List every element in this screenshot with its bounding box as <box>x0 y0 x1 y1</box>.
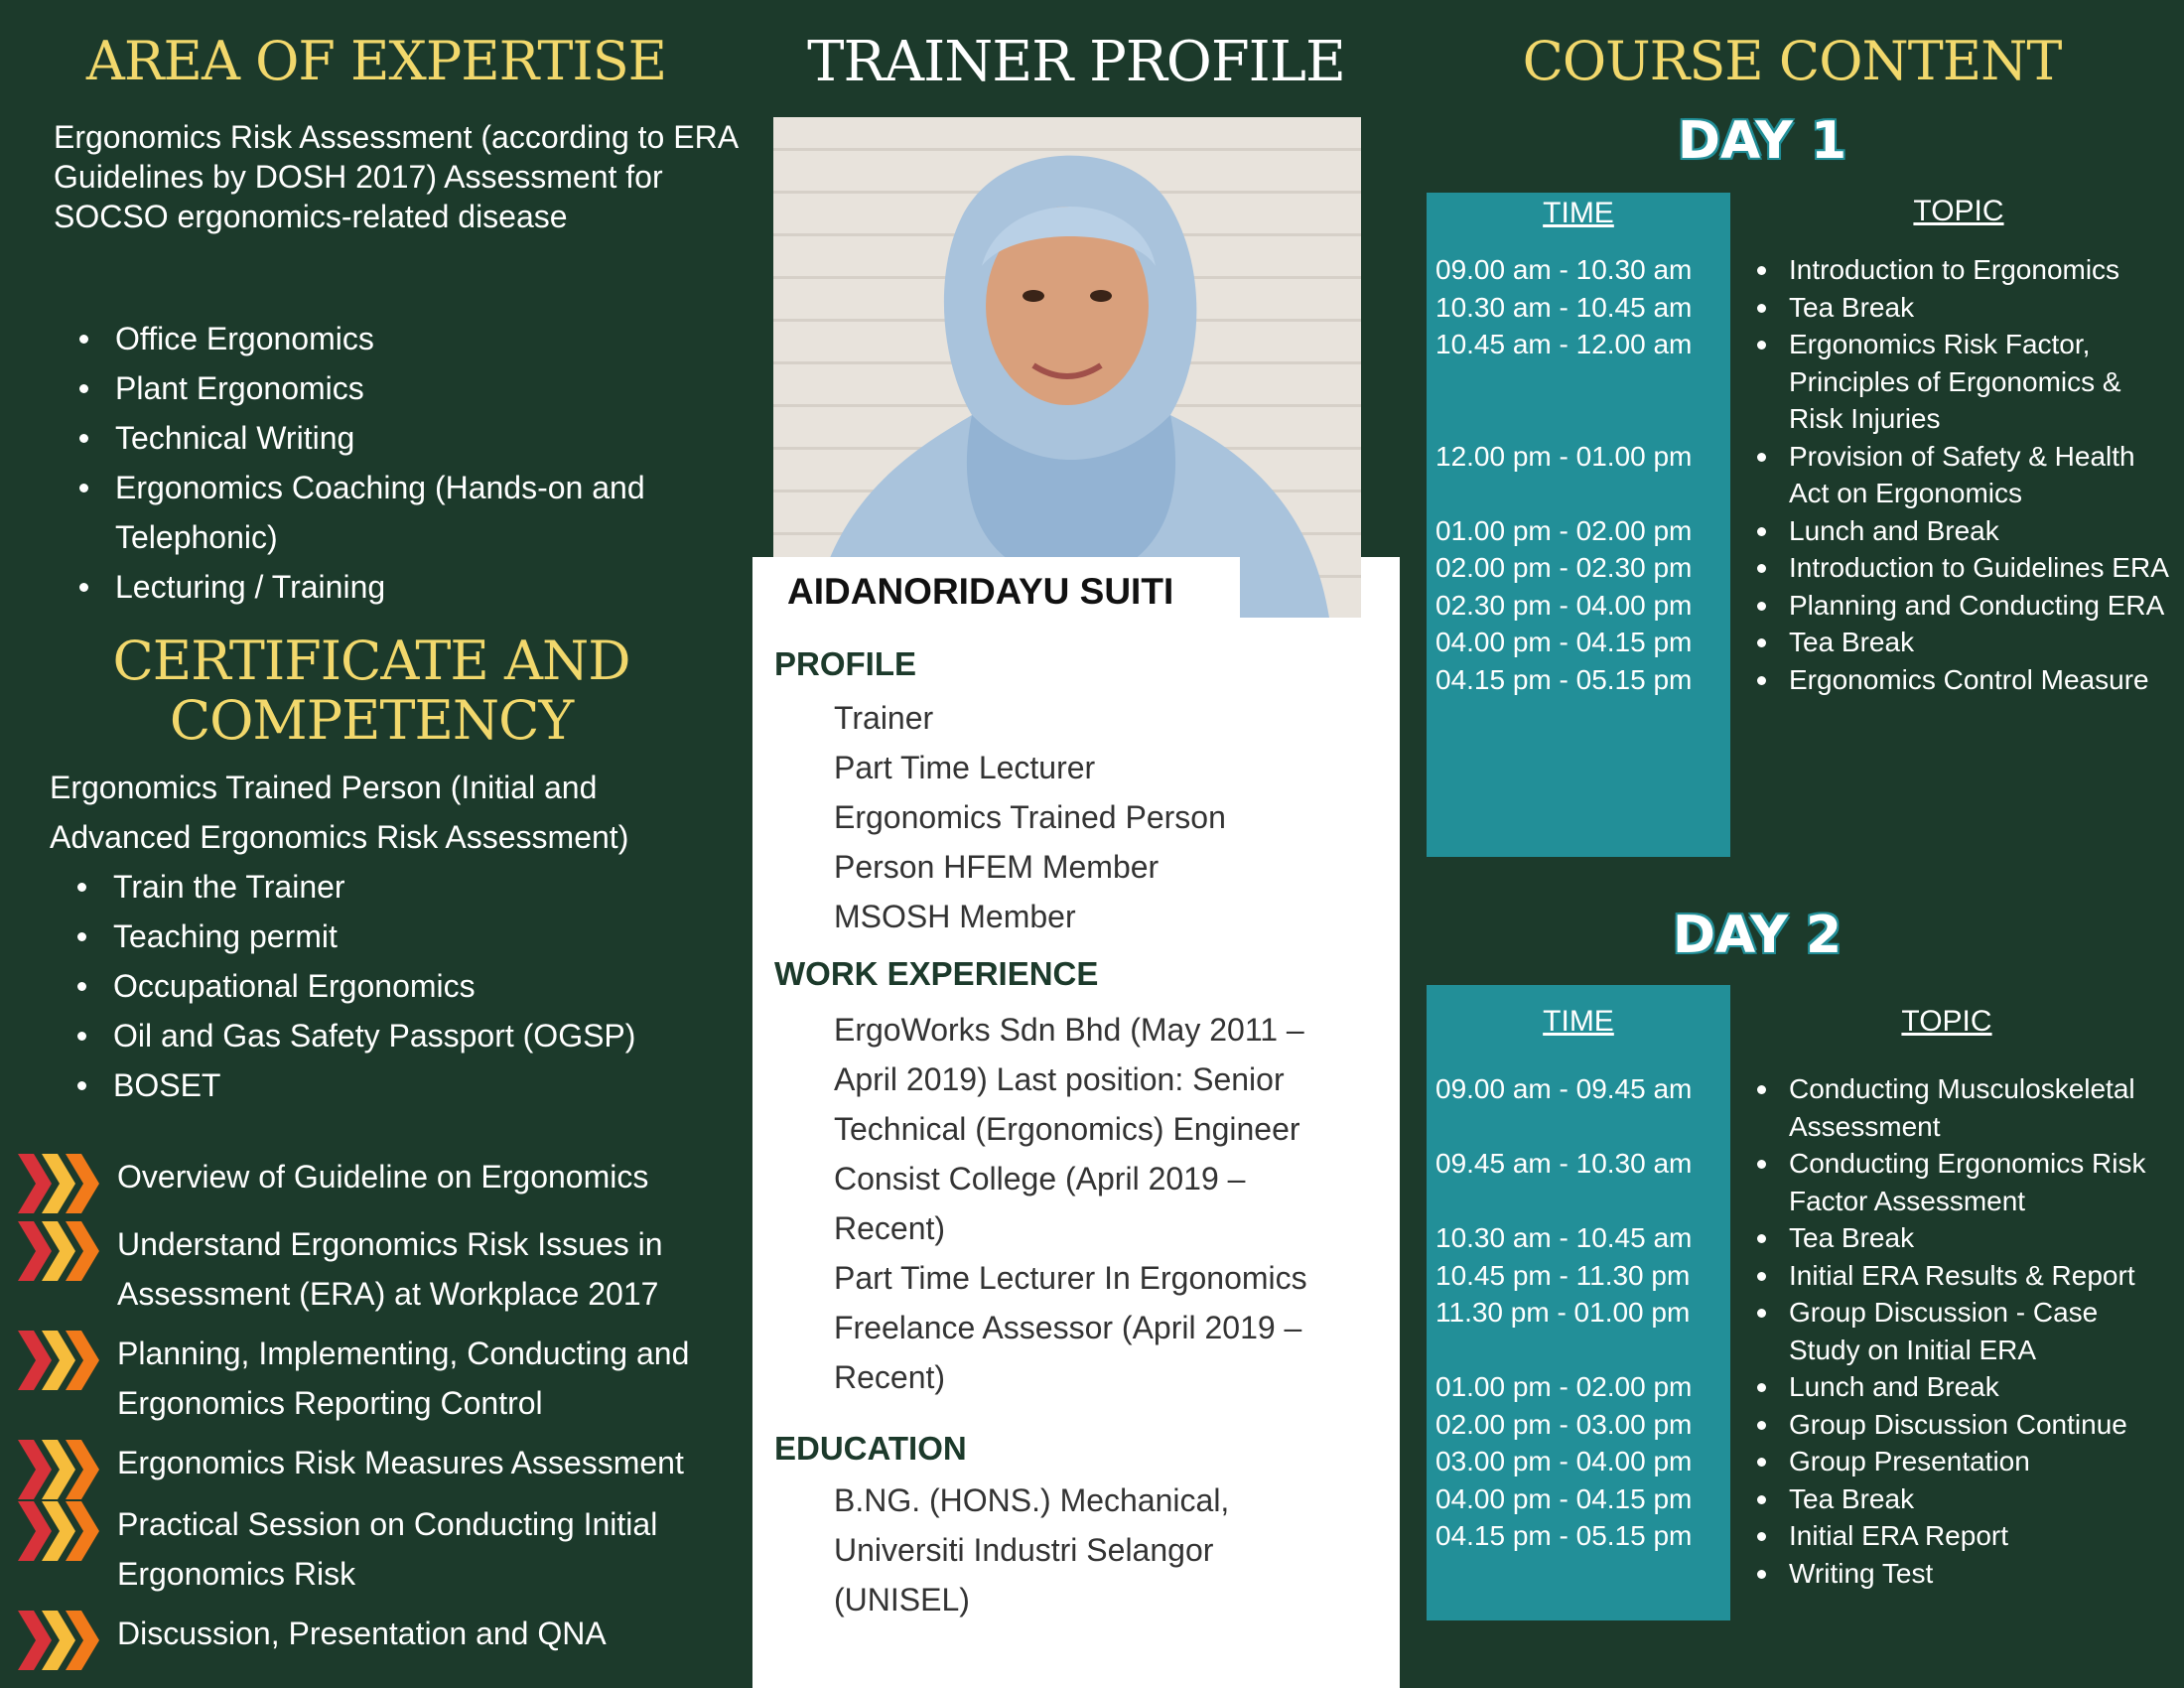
expertise-item: Ergonomics Coaching (Hands-on and Telephonic) <box>56 463 751 562</box>
certificate-title: CERTIFICATE AND COMPETENCY <box>112 630 630 752</box>
schedule-topic: Conducting Ergonomics Risk Factor Assessment <box>1733 1145 2150 1219</box>
schedule-time: 09.00 am - 09.45 am <box>1435 1073 1693 1104</box>
schedule-time: 09.45 am - 10.30 am <box>1435 1148 1693 1179</box>
schedule-topic: Tea Break <box>1733 289 2180 327</box>
outline-item <box>14 1438 749 1501</box>
schedule-time: 02.00 pm - 02.30 pm <box>1435 552 1693 583</box>
schedule-topic: Writing Test <box>1733 1555 2150 1593</box>
schedule-time: 04.15 pm - 05.15 pm <box>1435 1520 1693 1551</box>
outline-item-text: Ergonomics Risk Measures Assessment <box>117 1445 684 1480</box>
work-item: Freelance Assessor (April 2019 – Recent) <box>774 1303 1350 1402</box>
schedule-topic: Tea Break <box>1733 624 2180 661</box>
schedule-topic: Initial ERA Report <box>1733 1517 2150 1555</box>
day1-topic-header: TOPIC <box>1913 195 2004 227</box>
schedule-time: 04.15 pm - 05.15 pm <box>1435 663 1693 695</box>
schedule-topic: Provision of Safety & Health Act on Ergonomics <box>1733 438 2180 512</box>
education-heading: EDUCATION <box>774 1430 967 1467</box>
schedule-time: 01.00 pm - 02.00 pm <box>1435 1371 1693 1402</box>
schedule-row <box>1430 1219 2150 1257</box>
schedule-row <box>1430 326 2180 438</box>
schedule-row <box>1430 1555 2150 1593</box>
expertise-title: AREA OF EXPERTISE <box>85 30 667 92</box>
triple-chevron-right-icon <box>14 1219 103 1283</box>
outline-item <box>14 1152 749 1215</box>
outline-item-text: Discussion, Presentation and QNA <box>117 1616 607 1651</box>
expertise-intro: Ergonomics Risk Assessment (according to ERA Guidelines by DOSH 2017) Assessment for SOCSO ergonomics-related disease <box>54 119 738 234</box>
certificate-item: Teaching permit <box>54 912 749 961</box>
schedule-time: 10.45 am - 12.00 am <box>1435 329 1693 359</box>
schedule-topic: Introduction to Guidelines ERA <box>1733 549 2180 587</box>
work-list <box>774 1005 1350 1402</box>
schedule-topic: Initial ERA Results & Report <box>1733 1257 2150 1295</box>
schedule-time: 03.00 pm - 04.00 pm <box>1435 1446 1693 1477</box>
schedule-time: 01.00 pm - 02.00 pm <box>1435 514 1693 546</box>
day2-label: DAY 2 <box>1672 906 1843 965</box>
schedule-row <box>1430 1257 2150 1295</box>
schedule-row <box>1430 1443 2150 1480</box>
profile-list <box>774 693 1390 941</box>
triple-chevron-right-icon <box>14 1438 103 1501</box>
schedule-row <box>1430 587 2180 625</box>
outline-item <box>14 1499 749 1599</box>
profile-item: Person HFEM Member <box>774 842 1390 892</box>
schedule-row <box>1430 512 2180 550</box>
triple-chevron-right-icon <box>14 1499 103 1563</box>
expertise-item: Lecturing / Training <box>56 562 751 612</box>
schedule-time: 10.30 am - 10.45 am <box>1435 291 1693 323</box>
schedule-topic: Introduction to Ergonomics <box>1733 251 2180 289</box>
schedule-topic: Ergonomics Risk Factor, Principles of Ergonomics & Risk Injuries <box>1733 326 2180 438</box>
certificate-item: Oil and Gas Safety Passport (OGSP) <box>54 1011 749 1060</box>
outline-item-text: Planning, Implementing, Conducting and Ergonomics Reporting Control <box>117 1336 690 1421</box>
certificate-item: Occupational Ergonomics <box>54 961 749 1011</box>
schedule-row <box>1430 1480 2150 1518</box>
triple-chevron-right-icon <box>14 1152 103 1215</box>
day1-schedule <box>1430 251 2180 698</box>
schedule-time: 04.00 pm - 04.15 pm <box>1435 1482 1693 1514</box>
schedule-row <box>1430 624 2180 661</box>
schedule-topic: Tea Break <box>1733 1219 2150 1257</box>
certificate-list <box>54 862 749 1110</box>
schedule-time: 02.00 pm - 03.00 pm <box>1435 1408 1693 1440</box>
triple-chevron-right-icon <box>14 1609 103 1672</box>
schedule-topic: Planning and Conducting ERA <box>1733 587 2180 625</box>
schedule-time <box>1430 1555 1733 1593</box>
schedule-topic: Tea Break <box>1733 1480 2150 1518</box>
schedule-row <box>1430 1368 2150 1406</box>
schedule-time: 11.30 pm - 01.00 pm <box>1435 1297 1691 1328</box>
schedule-row <box>1430 549 2180 587</box>
schedule-row <box>1430 438 2180 512</box>
expertise-item: Office Ergonomics <box>56 314 751 363</box>
schedule-row <box>1430 1406 2150 1444</box>
certificate-intro: Ergonomics Trained Person (Initial and Advanced Ergonomics Risk Assessment) <box>50 770 629 855</box>
education-list <box>774 1476 1271 1624</box>
schedule-time: 10.45 pm - 11.30 pm <box>1435 1259 1691 1291</box>
schedule-row <box>1430 1070 2150 1145</box>
schedule-topic: Ergonomics Control Measure <box>1733 661 2180 699</box>
profile-item: Trainer <box>774 693 1390 743</box>
schedule-time: 10.30 am - 10.45 am <box>1435 1222 1693 1253</box>
certificate-item: Train the Trainer <box>54 862 749 912</box>
trainer-name: AIDANORIDAYU SUITI <box>773 557 1240 619</box>
day1-time-header: TIME <box>1543 197 1614 229</box>
schedule-row <box>1430 1517 2150 1555</box>
outline-item-text: Understand Ergonomics Risk Issues in Assessment (ERA) at Workplace 2017 <box>117 1226 663 1312</box>
schedule-topic: Group Presentation <box>1733 1443 2150 1480</box>
education-item: B.NG. (HONS.) Mechanical, Universiti Industri Selangor (UNISEL) <box>774 1476 1271 1624</box>
profile-heading: PROFILE <box>774 645 917 682</box>
expertise-item: Technical Writing <box>56 413 751 463</box>
work-item: Part Time Lecturer In Ergonomics <box>774 1253 1350 1303</box>
schedule-topic: Group Discussion Continue <box>1733 1406 2150 1444</box>
triple-chevron-right-icon <box>14 1329 103 1392</box>
schedule-time: 12.00 pm - 01.00 pm <box>1435 440 1693 472</box>
outline-item <box>14 1329 749 1428</box>
expertise-item: Plant Ergonomics <box>56 363 751 413</box>
day2-time-header: TIME <box>1543 1005 1614 1038</box>
schedule-topic: Lunch and Break <box>1733 1368 2150 1406</box>
profile-item: MSOSH Member <box>774 892 1390 941</box>
work-heading: WORK EXPERIENCE <box>774 955 1099 992</box>
outline-item <box>14 1609 749 1672</box>
schedule-row <box>1430 1145 2150 1219</box>
schedule-topic: Group Discussion - Case Study on Initial ERA <box>1733 1294 2150 1368</box>
outline-item-text: Practical Session on Conducting Initial Ergonomics Risk <box>117 1506 658 1592</box>
day2-schedule <box>1430 1070 2150 1592</box>
course-title: COURSE CONTENT <box>1522 30 2062 92</box>
work-item: Consist College (April 2019 – Recent) <box>774 1154 1350 1253</box>
schedule-row <box>1430 289 2180 327</box>
day1-label: DAY 1 <box>1677 111 1847 171</box>
work-item: ErgoWorks Sdn Bhd (May 2011 – April 2019) Last position: Senior Technical (Ergonomics) Engineer <box>774 1005 1350 1154</box>
trainer-photo <box>773 117 1361 618</box>
certificate-item: BOSET <box>54 1060 749 1110</box>
schedule-row <box>1430 661 2180 699</box>
trainer-title: TRAINER PROFILE <box>807 30 1345 94</box>
day2-topic-header: TOPIC <box>1901 1005 1992 1038</box>
profile-item: Ergonomics Trained Person <box>774 792 1390 842</box>
expertise-list <box>56 314 751 612</box>
schedule-time: 04.00 pm - 04.15 pm <box>1435 627 1693 657</box>
schedule-row <box>1430 1294 2150 1368</box>
schedule-time: 02.30 pm - 04.00 pm <box>1435 589 1693 621</box>
schedule-row <box>1430 251 2180 289</box>
schedule-topic: Lunch and Break <box>1733 512 2180 550</box>
outline-item <box>14 1219 749 1319</box>
profile-item: Part Time Lecturer <box>774 743 1390 792</box>
schedule-time: 09.00 am - 10.30 am <box>1435 254 1693 285</box>
schedule-topic: Conducting Musculoskeletal Assessment <box>1733 1070 2150 1145</box>
outline-item-text: Overview of Guideline on Ergonomics <box>117 1159 649 1195</box>
